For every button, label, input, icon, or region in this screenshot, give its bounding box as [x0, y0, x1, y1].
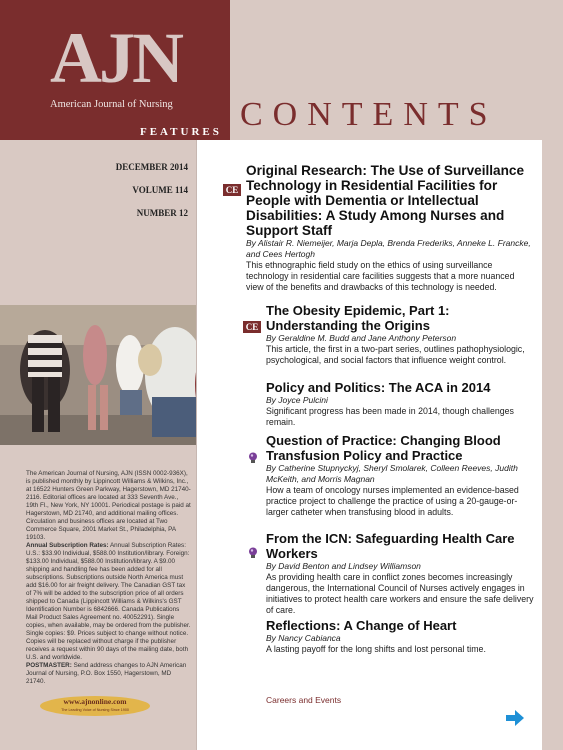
- publisher-paragraph: The American Journal of Nursing, AJN (ISSN 0002-936X), is published monthly by Lippincott Williams & Wilkins, Inc., at 16522 Hunters Green Parkway, Hagerstown, MD 21740-2116. Editorial offices are located at 333 Seventh Ave., 19th Fl., New York, NY 10001. Periodical postage is paid at Hagerstown, MD 21740, and additional mailing offices. Circulation and business offices are located at Two Commerce Square, 2001 Market St., Philadelphia, PA 19103.: [26, 470, 191, 541]
- issue-number: NUMBER 12: [136, 208, 188, 218]
- issue-date: DECEMBER 2014: [115, 162, 188, 172]
- cover-photo: [0, 305, 212, 445]
- careers-events-link[interactable]: Careers and Events: [266, 695, 342, 705]
- article-item[interactable]: [266, 303, 528, 366]
- ce-badge: CE: [243, 321, 261, 333]
- website-tagline: The Leading Voice of Nursing Since 1900: [61, 708, 129, 712]
- article-description: This article, the first in a two-part series, outlines pathophysiologic, psychological, and social factors that influence weight control.: [266, 344, 525, 365]
- journal-subtitle: American Journal of Nursing: [50, 99, 173, 110]
- postmaster-text: Send address changes to AJN American Journal of Nursing, P.O. Box 1550, Hagerstown, MD 21740.: [26, 662, 187, 685]
- page-title: CONTENTS: [240, 96, 498, 133]
- article-authors: By David Benton and Lindsey Williamson: [266, 561, 421, 571]
- lightbulb-icon: [248, 451, 258, 463]
- article-description: This ethnographic field study on the ethics of using surveillance technology in residential care facilities suggests that a more nuanced view of the benefits and drawbacks of this technology is needed.: [246, 260, 515, 292]
- article-authors: By Joyce Pulcini: [266, 395, 328, 405]
- article-title[interactable]: From the ICN: Safeguarding Health Care Workers: [266, 531, 515, 561]
- article-title[interactable]: Original Research: The Use of Surveillance Technology in Residential Facilities for People with Dementia or Intellectual Disabilities: A Study Among Nurses and Support Staff: [246, 163, 525, 238]
- website-url[interactable]: www.ajnonline.com: [63, 697, 127, 706]
- next-arrow-icon[interactable]: [506, 710, 524, 726]
- subscription-text: Annual Subscription Rates: U.S.: $33.90 Individual, $588.00 Institution/library. Foreign: $133.00 Individual, $588.00 Institution/library. A $9.00 shipping and handling fee has been added for all subscriptions. Subscriptions outside North America must add $16.00 for air freight delivery. The Canadian GST tax of 7% will be added to the subscription price of all orders shipped to Canada (Lippincott Williams & Wilkins's GST Identification Number is 6842666. Canada Publications Mail Product Sales Agreement no. 40052291). Single copies, when available, may be ordered from the publisher. Single copies: $9. Prices subject to change without notice. Copies will be replaced without charge if the publisher receives a request within 90 days of the mailing date, both U.S. and worldwide.: [26, 542, 191, 661]
- article-description: Significant progress has been made in 2014, though challenges remain.: [266, 406, 514, 427]
- article-authors: By Catherine Stupnyckyj, Sheryl Smolarek, Colleen Reeves, Judith McKeith, and Morris Magnan: [266, 463, 518, 484]
- ajn-logo: AJN: [50, 18, 181, 98]
- section-label: FEATURES: [140, 126, 222, 138]
- article-title[interactable]: Policy and Politics: The ACA in 2014: [266, 380, 491, 395]
- article-item[interactable]: [266, 618, 528, 655]
- article-title[interactable]: Reflections: A Change of Heart: [266, 618, 457, 633]
- issue-volume: VOLUME 114: [132, 185, 188, 195]
- article-item[interactable]: [266, 531, 536, 616]
- article-authors: By Nancy Cabianca: [266, 633, 341, 643]
- ce-badge: CE: [223, 184, 241, 196]
- publisher-info: [26, 470, 191, 686]
- article-authors: By Geraldine M. Budd and Jane Anthony Peterson: [266, 333, 457, 343]
- subscription-label: Annual Subscription Rates:: [26, 542, 109, 549]
- article-item[interactable]: [266, 433, 536, 518]
- article-description: How a team of oncology nurses implemented an evidence-based practice project to challenge the practice of using a 20-gauge-or-larger catheter when transfusing blood in adults.: [266, 485, 519, 517]
- article-item[interactable]: [246, 163, 531, 293]
- article-item[interactable]: [266, 380, 528, 428]
- website-badge[interactable]: [40, 696, 150, 716]
- lightbulb-icon: [248, 546, 258, 558]
- article-title[interactable]: The Obesity Epidemic, Part 1: Understanding the Origins: [266, 303, 450, 333]
- postmaster-label: POSTMASTER:: [26, 662, 72, 669]
- article-description: A lasting payoff for the long shifts and lost personal time.: [266, 644, 486, 654]
- masthead: [0, 0, 230, 125]
- article-description: As providing health care in conflict zones becomes increasingly dangerous, the International Council of Nurses actively engages in initiatives to protect health care workers and ensure the safe delivery of care.: [266, 572, 534, 615]
- article-title[interactable]: Question of Practice: Changing Blood Transfusion Policy and Practice: [266, 433, 501, 463]
- article-authors: By Alistair R. Niemeijer, Marja Depla, Brenda Frederiks, Anneke L. Francke, and Cees Hertogh: [246, 238, 531, 259]
